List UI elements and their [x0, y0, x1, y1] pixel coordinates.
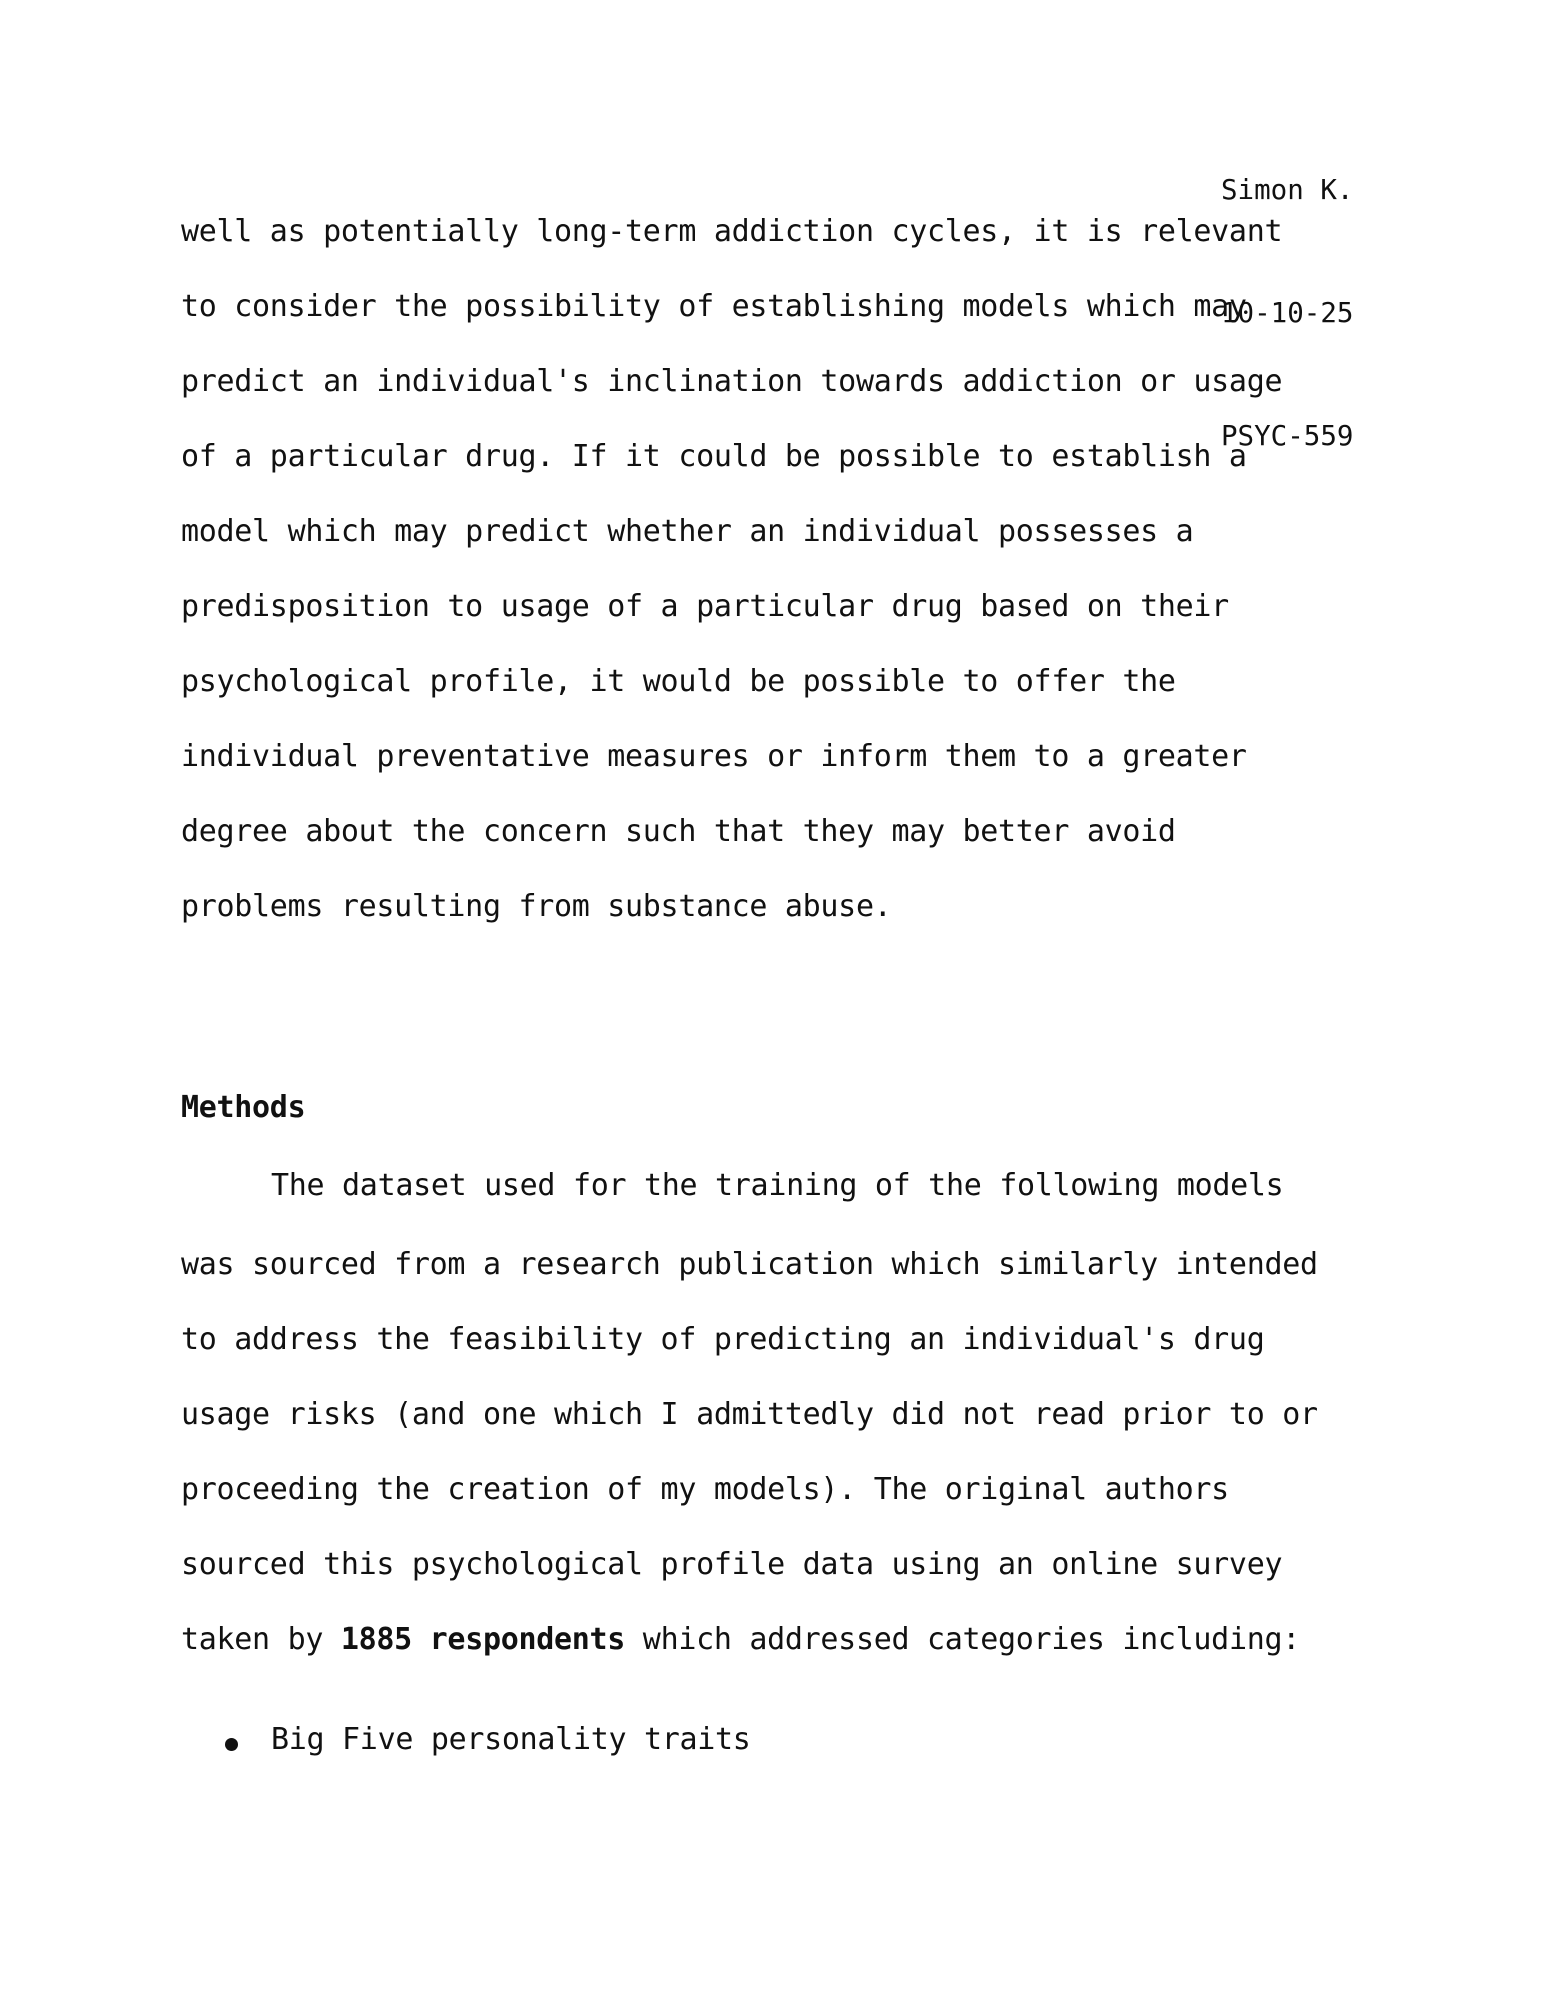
methods-line: to address the feasibility of predicting an individual's drug	[181, 1322, 1265, 1357]
methods-line: sourced this psychological profile data using an online survey	[181, 1547, 1283, 1582]
methods-line: usage risks (and one which I admittedly did not read prior to or	[181, 1397, 1318, 1432]
methods-line: proceeding the creation of my models). The original authors	[181, 1472, 1229, 1507]
intro-line: predisposition to usage of a particular drug based on their	[181, 589, 1229, 624]
methods-line: was sourced from a research publication which similarly intended	[181, 1247, 1318, 1282]
section-heading-methods: Methods	[181, 1090, 306, 1125]
intro-line: individual preventative measures or inform them to a greater	[181, 739, 1247, 774]
methods-line: The dataset used for the training of the following models	[271, 1168, 1284, 1203]
intro-line: of a particular drug. If it could be possible to establish a	[181, 439, 1247, 474]
intro-line: to consider the possibility of establishing models which may	[181, 289, 1247, 324]
intro-line: problems resulting from substance abuse.	[181, 889, 892, 924]
intro-line: predict an individual's inclination towards addiction or usage	[181, 364, 1283, 399]
text-segment: which addressed categories including:	[625, 1622, 1300, 1657]
intro-line: psychological profile, it would be possible to offer the	[181, 664, 1176, 699]
document-date: 10-10-25	[1221, 297, 1354, 329]
text-segment: taken by	[181, 1622, 341, 1657]
intro-line: degree about the concern such that they may better avoid	[181, 814, 1176, 849]
intro-line: well as potentially long-term addiction cycles, it is relevant	[181, 214, 1283, 249]
list-item	[225, 1720, 751, 1760]
bullet-icon	[225, 1738, 238, 1751]
list-item-label: Big Five personality traits	[271, 1722, 751, 1757]
author-name: Simon K.	[1221, 174, 1354, 206]
course-code: PSYC-559	[1221, 420, 1354, 452]
methods-line-respondents	[181, 1620, 1300, 1660]
respondent-count: 1885 respondents	[340, 1622, 626, 1657]
intro-line: model which may predict whether an individual possesses a	[181, 514, 1194, 549]
